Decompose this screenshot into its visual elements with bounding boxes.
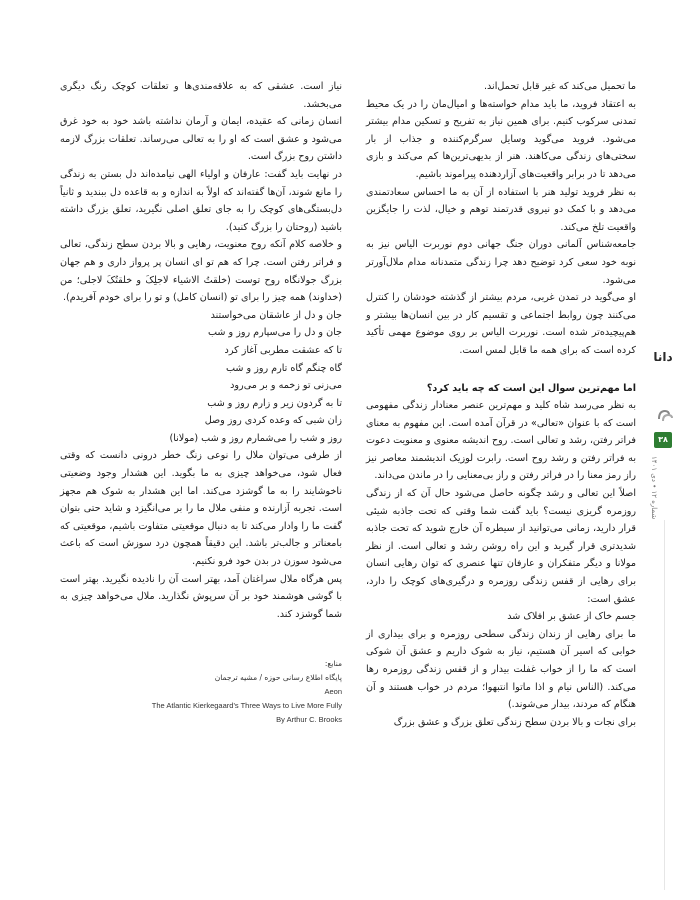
- margin-divider: [664, 520, 665, 890]
- paragraph: برای نجات و بالا بردن سطح زندگی تعلق بزرگ و عشق بزرگ: [393, 716, 636, 728]
- paragraph: و خلاصه کلام آنکه روح معنویت، رهایی و بالا بردن سطح زندگی، تعالی و فراتر رفتن است. چرا که هم تو ای انسان پر پرواز داری و هم جهان بزرگ جولانگاه روح توست (خلقتُ الاشیاء لاجلِکَ و خلقتُکَ لاجلی؛ من (خداوند) همه چیز را برای تو (انسان کامل) و تو را برای خودم آفریدم).: [60, 239, 342, 304]
- right-text-column: [366, 78, 636, 731]
- poem-line: تا به گردون زیر و زارم روز و شب: [207, 397, 342, 409]
- poem-line: جسم خاک از عشق بر افلاک شد: [507, 611, 636, 623]
- paragraph: انسان زمانی که عقیده، ایمان و آرمان نداشته باشد خود به خود غرق می‌شود و عشق است که او را به تعالی می‌رساند. تعلقات بزرگ لازمه داشتن روح بزرگ است.: [60, 116, 342, 163]
- poem-line: می‌زنی تو زخمه و بر می‌رود: [230, 380, 342, 392]
- page-number: ۳۸: [654, 432, 672, 448]
- paragraph: ما تحمیل می‌کند که غیر قابل تحمل‌اند.: [483, 81, 636, 92]
- sources-heading: منابع:: [324, 659, 342, 669]
- paragraph: از طرفی می‌توان ملال را نوعی زنگ خطر درونی دانست که وقتی فعال شود، می‌خواهد چیزی به ما بگوید. این هشدار وجود وضعیتی ناخوشایند را به ما گوشزد می‌کند. اما این هشدار به شوک هم مجهز است. تجربه آزارنده و منفی ملال ما را بر می‌انگیزد و شاید حتی بتوان گفت ما را وادار می‌کند تا به دنبال موقعیتی متفاوت باشیم، موقعیتی که بامعناتر و جالب‌تر باشد. این دقیقاً همچون درد سوزش است که باعث می‌شود سوزن در بدن خود فرو نکنیم.: [60, 450, 342, 568]
- paragraph: به نظر فروید تولید هنر با استفاده از آن به ما احساس سعادتمندی می‌دهد و با کمک دو نیروی قدرتمند توهم و خیال، لذت را جایگزین واقعیت تلخ می‌کند.: [366, 186, 636, 233]
- paragraph: اصلاً این تعالی و رشد چگونه حاصل می‌شود حال آن که از زندگی روزمره گریزی نیست؟ باید گفت شما وقتی که تحت جاذبه شیئی قرار دارید، زمانی می‌توانید از سیطره آن خارج شوید که تحت جاذبه شدیدتری قرار گیرید و این راه روشن رشد و تعالی است. از نظر مولانا و دیگر متفکران و عارفان تنها عنصری که توان رهایی انسان برای رهایی از قفس زندگی روزمره و درگیری‌های کوچک را دارد، عشق است:: [366, 488, 636, 605]
- paragraph: در نهایت باید گفت: عارفان و اولیاء الهی نیامده‌اند دل بستن به زندگی را مانع شوند، آن‌ها گفته‌اند که اولاً به اندازه و به قاعده دل ببندید و ثانیاً دل‌بستگی‌های کوچک را به جای تعلق اصلی نگیرید، تعلق بزرگ داشته باشید (روحتان را بزرگ کنید).: [60, 168, 342, 233]
- source-line: By Arthur C. Brooks: [276, 715, 342, 725]
- paragraph: او می‌گوید در تمدن غربی، مردم بیشتر از گذشته خودشان را کنترل می‌کنند چون روابط اجتماعی و تقسیم کار در بین انسان‌ها بیشتر و هم‌پیچیده‌تر شده است. نوربرت الیاس بر روی موضوع مهمی تأکید کرده است که برای همه ما قابل لمس است.: [366, 292, 636, 356]
- paragraph: به اعتقاد فروید، ما باید مدام خواسته‌ها و امیال‌مان را در یک محیط تمدنی سرکوب کنیم. برای همین نیاز به تفریح و تسکین مدام بیشتر می‌شود. فروید می‌گوید وسایل سرگرم‌کننده و جذاب از بار سختی‌های زندگی می‌کاهند. هنر از بدیهی‌ترین‌ها کم می‌کند و بازی می‌دهد تا در برابر واقعیت‌های آزاردهنده پیراموند باشیم.: [366, 98, 636, 180]
- section-question: اما مهم‌ترین سوال این است که چه باید کرد؟: [426, 382, 636, 394]
- poem-line: جان و دل را می‌سپارم روز و شب: [208, 327, 342, 339]
- paragraph: پس هرگاه ملال سراغتان آمد، بهتر است آن را نادیده نگیرید. بهتر است با گوشی هوشمند خود بر آن سرپوش نگذارید. ملال می‌خواهد چیزی به شما گوشزد کند.: [60, 573, 342, 620]
- paragraph: ما برای رهایی از زندان زندگی سطحی روزمره و برای بیداری از خوابی که اسیر آن هستیم، نیاز به شوک داریم و عشق آن شوکی است که ما را از خواب غفلت بیدار و از قفس زندگی روزمره رها می‌کند. (الناس نیام و اذا ماتوا انتبهوا؛ مردم در خواب هستند و آن هنگام که مردند، بیدار می‌شوند.): [366, 628, 636, 711]
- source-line: Aeon: [324, 687, 342, 697]
- source-line: The Atlantic Kierkegaard's Three Ways to Live More Fully: [151, 701, 342, 711]
- paragraph: به نظر می‌رسد شاه کلید و مهم‌ترین عنصر معنادار زندگی مفهومی است که با عنوان «تعالی» در قرآن آمده است. این مفهوم به معنای فراتر رفتن، رشد و تعالی است. روح اندیشه معنوی و معنویت دعوت به فراتر رفتن و رشد روح است. رابرت لوزیک اندیشمند معاصر نیز راز رمز معنا را در فراتر رفتن و راز بی‌معنایی را در ماندن می‌داند.: [366, 400, 636, 482]
- left-text-column: [60, 78, 342, 727]
- magazine-logo-icon: [655, 405, 675, 425]
- poem-line: روز و شب را می‌شمارم روز و شب (مولانا): [169, 432, 342, 444]
- poem-line: جان و دل از عاشقان می‌خواستند: [210, 309, 342, 321]
- paragraph: جامعه‌شناس آلمانی دوران جنگ جهانی دوم نوربرت الیاس نیز به نوبه خود سعی کرد توضیح دهد چرا زندگی متمدنانه مدام ملال‌آورتر می‌شود.: [366, 239, 636, 286]
- sources-block: [60, 657, 342, 727]
- source-line: پایگاه اطلاع رسانی حوزه / مشیه ترجمان: [214, 673, 342, 683]
- issue-info: شماره ۱۲ • دی ۱۴۰۱: [650, 456, 658, 520]
- poem-line: زان شبی که وعده کردی روز وصل: [204, 415, 342, 427]
- magazine-name: دانا: [653, 350, 673, 364]
- poem-line: تا که عشقت مطربی آغاز کرد: [224, 344, 342, 356]
- poem-line: گاه چنگم گاه تارم روز و شب: [226, 362, 342, 374]
- paragraph: نیاز است. عشقی که به علاقه‌مندی‌ها و تعلقات کوچک رنگ دیگری می‌بخشد.: [60, 81, 342, 110]
